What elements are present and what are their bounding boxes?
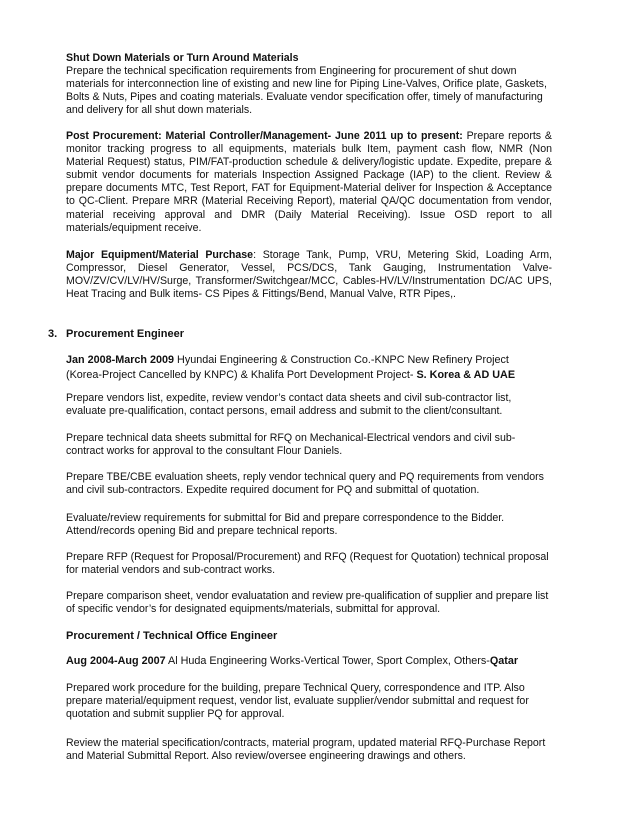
shutdown-block bbox=[66, 52, 552, 117]
technical-office-employer bbox=[66, 655, 552, 668]
major-equipment-block bbox=[66, 249, 552, 301]
pe-duty: Evaluate/review requirements for submittal for Bid and prepare correspondence to the Bidder. Attend/records opening Bid and prepare technical reports. bbox=[66, 512, 505, 538]
section-number: 3. bbox=[48, 328, 58, 340]
pe-company-line2: (Korea-Project Cancelled by KNPC) & Khalifa Port Development Project- bbox=[66, 369, 417, 381]
major-equipment-heading: Major Equipment/Material Purchase bbox=[66, 249, 254, 261]
pe-date: Jan 2008-March 2009 bbox=[66, 354, 175, 366]
pe-duty: Prepare RFP (Request for Proposal/Procurement) and RFQ (Request for Quotation) technical proposal for material vendors and sub-contract works. bbox=[66, 551, 549, 577]
pe-duty: Prepare vendors list, expedite, review vendor’s contact data sheets and civil sub-contractor list, evaluate pre-qualification, contact persons, email address and submit to the client/consultant. bbox=[66, 392, 512, 418]
procurement-engineer-title: Procurement Engineer bbox=[66, 328, 184, 340]
pe-location: S. Korea & AD UAE bbox=[416, 369, 516, 381]
post-procurement-block bbox=[66, 130, 552, 235]
post-procurement-heading: Post Procurement: Material Controller/Management- June 2011 up to present: bbox=[66, 130, 463, 142]
procurement-engineer-employer bbox=[66, 353, 552, 383]
pe-company: Hyundai Engineering & Construction Co.-KNPC New Refinery Project bbox=[174, 354, 509, 366]
to-duty: Review the material specification/contracts, material program, updated material RFQ-Purchase Report and Material Submittal Report. Also review/oversee engineering drawings and others. bbox=[66, 737, 546, 763]
major-equipment-body: : Storage Tank, Pump, VRU, Metering Skid, Loading Arm, Compressor, Diesel Generator, Vessel, PCS/DCS, Tank Gauging, Instrumentation Valve-MOV/ZV/CV/LV/HV/Surge, Transformer/Switchgear/MCC, Cables-HV/LV/Instrumentation DC/AC UPS, Heat Tracing and Bulk items- CS Pipes & Fittings/Bend, Manual Valve, RTR Pipes,. bbox=[66, 249, 552, 301]
to-company: Al Huda Engineering Works-Vertical Tower, Sport Complex, Others- bbox=[165, 655, 490, 667]
pe-duty: Prepare technical data sheets submittal for RFQ on Mechanical-Electrical vendors and civil sub-contract works for approval to the consultant Flour Daniels. bbox=[66, 432, 516, 458]
post-procurement-body: Prepare reports & monitor tracking progress to all equipments, materials bulk Item, payment cash flow, NMR (Non Material Request) status, PIM/FAT-production schedule & delivery/logistic update. Expedite, prepare & submit vendor documents for materials Inspection Assigned Package (IAP) to the client. Review & prepare documents MTC, Test Report, FAT for Equipment-Material deliver for Inspection & Acceptance to QC-Client. Prepare MRR (Material Receiving Report), material QA/QC documentation from vendor, material receiving approval and DMR (Daily Material Receiving). Issue OSD report to all materials/equipment receive. bbox=[66, 130, 552, 234]
pe-duty: Prepare comparison sheet, vendor evaluatation and review pre-qualification of supplier and prepare list of specific vendor’s for designated equipments/materials, submittal for approval. bbox=[66, 590, 549, 616]
shutdown-heading: Shut Down Materials or Turn Around Materials bbox=[66, 52, 299, 64]
to-location: Qatar bbox=[489, 655, 519, 667]
shutdown-body: Prepare the technical specification requirements from Engineering for procurement of shut down materials for interconnection line of existing and new line for Piping Line-Valves, Orifice plate, Gaskets, Bolts & Nuts, Pipes and coating materials. Evaluate vendor specification offer, timely of manufacturing and delivery for all shut down materials. bbox=[66, 65, 547, 117]
to-date: Aug 2004-Aug 2007 bbox=[66, 655, 166, 667]
pe-duty: Prepare TBE/CBE evaluation sheets, reply vendor technical query and PQ requirements from vendors and civil sub-contractors. Expedite required document for PQ and submittal of quotation. bbox=[66, 471, 544, 497]
technical-office-title: Procurement / Technical Office Engineer bbox=[66, 630, 278, 642]
to-duty: Prepared work procedure for the building, prepare Technical Query, correspondence and ITP. Also prepare material/equipment request, vendor list, evaluate supplier/vendor submittal and request for quotation and submit supplier PQ for approval. bbox=[66, 682, 529, 721]
